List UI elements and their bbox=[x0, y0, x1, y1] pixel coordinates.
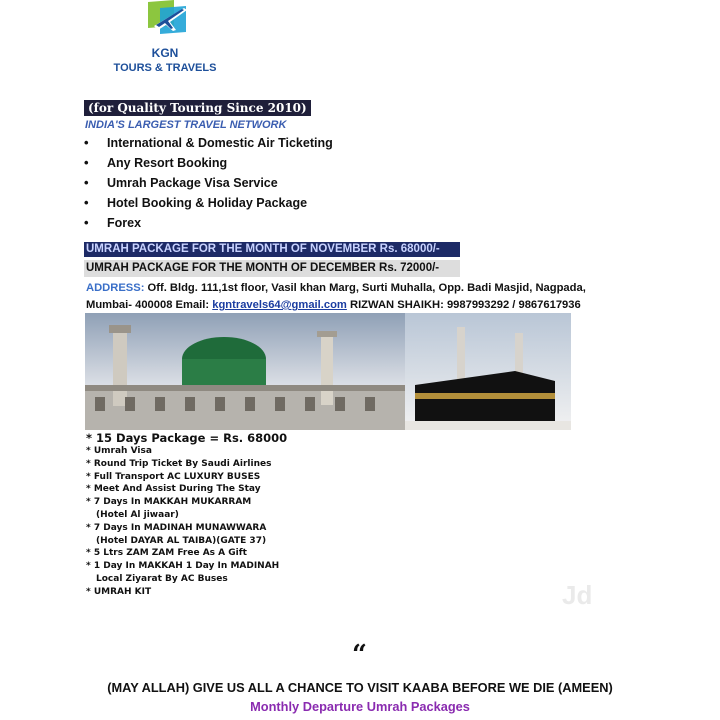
monthly-departure-text: Monthly Departure Umrah Packages bbox=[250, 699, 470, 714]
company-logo-text bbox=[100, 46, 230, 76]
services-list bbox=[80, 133, 333, 233]
package-details bbox=[86, 431, 486, 599]
november-package-banner: UMRAH PACKAGE FOR THE MONTH OF NOVEMBER Rs. 68000/- bbox=[84, 242, 460, 257]
package-item: * 7 Days In MADINAH MUNAWWARA bbox=[86, 522, 267, 533]
december-package-banner: UMRAH PACKAGE FOR THE MONTH OF DECEMBER Rs. 72000/- bbox=[84, 260, 460, 277]
service-item: • Forex bbox=[80, 213, 333, 233]
package-headline: * 15 Days Package = Rs. 68000 bbox=[86, 431, 288, 445]
package-item: * UMRAH KIT bbox=[86, 586, 152, 597]
package-item: Local Ziyarat By AC Buses bbox=[96, 573, 228, 584]
watermark: Jd bbox=[562, 580, 593, 610]
service-item: • Hotel Booking & Holiday Package bbox=[80, 193, 333, 213]
since-banner: (for Quality Touring Since 2010) bbox=[84, 100, 311, 116]
contact-phone: RIZWAN SHAIKH: 9987993292 / 9867617936 bbox=[346, 299, 581, 311]
address-block bbox=[86, 280, 646, 314]
service-item: • Any Resort Booking bbox=[80, 153, 333, 173]
address-line1: Off. Bldg. 111,1st floor, Vasil khan Marg, Surti Muhalla, Opp. Badi Masjid, Nagpada, bbox=[144, 282, 586, 294]
package-item: (Hotel Al jiwaar) bbox=[96, 509, 179, 520]
address-label: ADDRESS: bbox=[86, 282, 145, 294]
logo-line2: TOURS & TRAVELS bbox=[113, 62, 217, 74]
email-link[interactable]: kgntravels64@gmail.com bbox=[212, 299, 347, 311]
network-tagline: INDIA'S LARGEST TRAVEL NETWORK bbox=[85, 119, 287, 131]
mosques-photo bbox=[85, 313, 571, 430]
dua-text: (MAY ALLAH) GIVE US ALL A CHANCE TO VISIT KAABA BEFORE WE DIE (AMEEN) bbox=[107, 680, 613, 695]
service-item: • International & Domestic Air Ticketing bbox=[80, 133, 333, 153]
package-item: * Full Transport AC LUXURY BUSES bbox=[86, 471, 261, 482]
package-item: * Round Trip Ticket By Saudi Airlines bbox=[86, 458, 272, 469]
quote-mark: “ bbox=[352, 640, 367, 670]
package-item: * Meet And Assist During The Stay bbox=[86, 484, 261, 495]
package-item: * 5 Ltrs ZAM ZAM Free As A Gift bbox=[86, 548, 247, 559]
package-item: (Hotel DAYAR AL TAIBA)(GATE 37) bbox=[96, 535, 267, 546]
package-item: * Umrah Visa bbox=[86, 446, 152, 456]
address-line2-pre: Mumbai- 400008 Email: bbox=[86, 299, 213, 311]
service-item: • Umrah Package Visa Service bbox=[80, 173, 333, 193]
package-item: * 1 Day In MAKKAH 1 Day In MADINAH bbox=[86, 561, 280, 572]
logo-line1: KGN bbox=[151, 46, 179, 60]
package-item: * 7 Days In MAKKAH MUKARRAM bbox=[86, 497, 252, 508]
plane-logo-icon bbox=[140, 0, 200, 42]
